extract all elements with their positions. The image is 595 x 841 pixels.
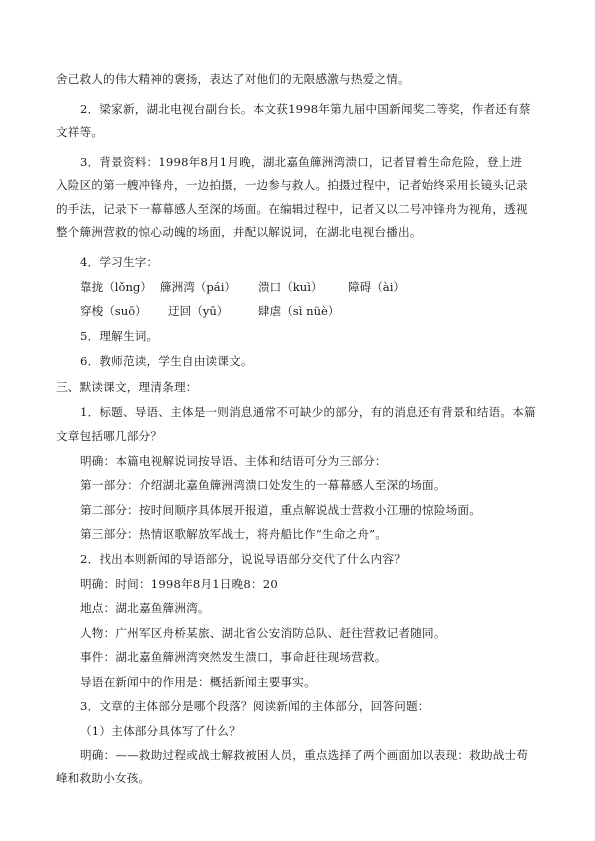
section-heading: 三、默读课文，理清条理： — [56, 380, 198, 394]
vocab-item: 簰洲湾（pái） — [160, 280, 237, 294]
text-line: 第一部分：介绍湖北嘉鱼簰洲湾溃口处发生的一幕幕感人至深的场面。 — [80, 478, 446, 492]
text-line: 明确：——救助过程或战士解救被困人员，重点选择了两个画面加以表现：救助战士苟 — [80, 748, 529, 762]
text-line: 明确：本篇电视解说词按导语、主体和结语可分为三部分： — [80, 454, 387, 468]
text-line: 文章包括哪几部分？ — [56, 429, 163, 443]
vocab-item: 溃口（kuì） — [258, 280, 323, 294]
text-line: 地点：湖北嘉鱼簰洲湾。 — [80, 601, 210, 615]
text-line: 整个簰洲营救的惊心动魄的场面，并配以解说词，在湖北电视台播出。 — [56, 225, 422, 239]
text-line: 6．教师范读，学生自由读课文。 — [80, 354, 253, 368]
text-line: 3．文章的主体部分是哪个段落？阅读新闻的主体部分，回答问题： — [80, 699, 430, 713]
text-line: 峰和救助小女孩。 — [56, 771, 151, 785]
text-line: 第二部分：按时间顺序具体展开报道，重点解说战士营救小江珊的惊险场面。 — [80, 503, 481, 517]
text-line: 文祥等。 — [56, 125, 104, 139]
text-line: 第三部分：热情讴歌解放军战士，将舟船比作“生命之舟”。 — [80, 527, 388, 541]
vocab-item: 迂回（yū） — [168, 304, 229, 318]
text-line: 4．学习生字： — [80, 255, 159, 269]
text-line: 5．理解生词。 — [80, 329, 159, 343]
text-line: 导语在新闻中的作用是：概括新闻主要事实。 — [80, 675, 316, 689]
text-line: 1．标题、导语、主体是一则消息通常不可缺少的部分，有的消息还有背景和结语。本篇 — [80, 405, 536, 419]
vocab-item: 靠拢（lǒng） — [80, 280, 152, 294]
text-line: 的手法，记录下一幕幕感人至深的场面。在编辑过程中，记者又以二号冲锋舟为视角，透视 — [56, 202, 528, 216]
text-line: 3．背景资料：1998年8月1月晚，湖北嘉鱼簰洲湾溃口，记者冒着生命危险，登上进 — [80, 155, 523, 169]
text-line: 舍己救人的伟大精神的褒扬，表达了对他们的无限感激与热爱之情。 — [56, 72, 410, 86]
text-line: （1）主体部分具体写了什么？ — [80, 724, 241, 738]
text-line: 明确：时间：1998年8月1日晚8：20 — [80, 577, 278, 591]
text-line: 2．梁家新，湖北电视台副台长。本文获1998年第九届中国新闻奖二等奖，作者还有蔡 — [80, 102, 531, 116]
text-line: 事件：湖北嘉鱼簰洲湾突然发生溃口，事命赶往现场营救。 — [80, 650, 387, 664]
text-line: 入险区的第一艘冲锋舟，一边拍摄，一边参与救人。拍摄过程中，记者始终采用长镜头记录 — [56, 178, 528, 192]
vocab-item: 穿梭（suō） — [80, 304, 147, 318]
text-line: 人物：广州军区舟桥某旅、湖北省公安消防总队、赶往营救记者随同。 — [80, 626, 446, 640]
vocab-item: 肆虐（sì nüè） — [258, 304, 340, 318]
text-line: 2．找出本则新闻的导语部分，说说导语部分交代了什么内容？ — [80, 552, 407, 566]
vocab-item: 障碍（ài） — [348, 280, 405, 294]
